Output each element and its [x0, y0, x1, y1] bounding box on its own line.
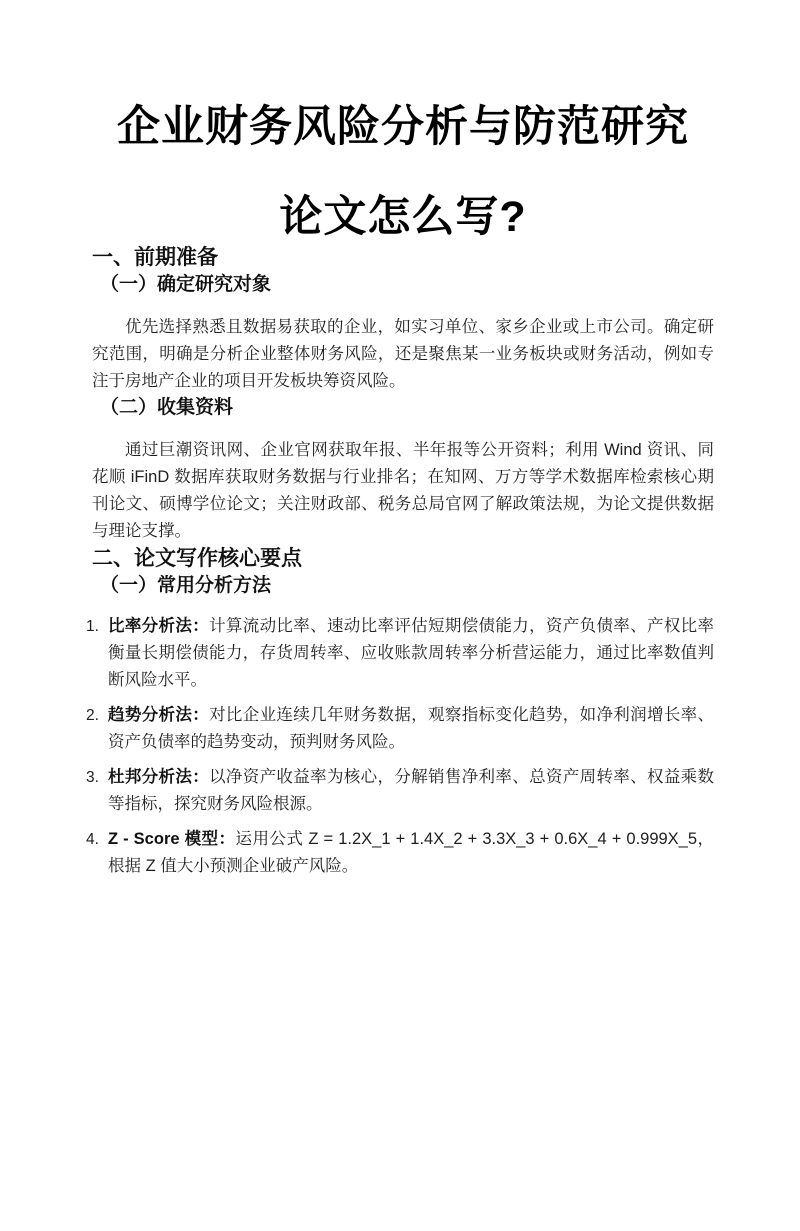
list-item-text	[108, 764, 714, 818]
paragraph-research-object: 优先选择熟悉且数据易获取的企业，如实习单位、家乡企业或上市公司。确定研究范围，明确是分析企业整体财务风险，还是聚焦某一业务板块或财务活动，例如专注于房地产企业的项目开发板块筹资风险。	[92, 318, 714, 390]
list-item-term: Z - Score 模型：	[108, 830, 236, 848]
list-item-ratio-analysis	[86, 613, 714, 694]
list-item-text	[108, 702, 714, 756]
list-item-body: 计算流动比率、速动比率评估短期偿债能力，资产负债率、产权比率衡量长期偿债能力，存货周转率、应收账款周转率分析营运能力，通过比率数值判断风险水平。	[108, 617, 715, 689]
page-title-line2: 论文怎么写?	[279, 193, 527, 241]
list-item-trend-analysis	[86, 702, 714, 756]
subsection-heading-analysis-methods: （一）常用分析方法	[100, 575, 272, 596]
section-heading-writing-key-points: 二、论文写作核心要点	[92, 547, 302, 570]
list-item-body: 对比企业连续几年财务数据，观察指标变化趋势，如净利润增长率、资产负债率的趋势变动，预判财务风险。	[108, 706, 715, 751]
list-item-body: 以净资产收益率为核心，分解销售净利率、总资产周转率、权益乘数等指标，探究财务风险根源。	[108, 768, 715, 813]
list-item-term: 趋势分析法：	[108, 706, 210, 724]
subsection-heading-collect-materials: （二）收集资料	[100, 397, 234, 418]
list-item-dupont-analysis	[86, 764, 714, 818]
paragraph-collect-materials: 通过巨潮资讯网、企业官网获取年报、半年报等公开资料；利用 Wind 资讯、同花顺 iFinD 数据库获取财务数据与行业排名；在知网、万方等学术数据库检索核心期刊论文、硕博学位论文；关注财政部、税务总局官网了解政策法规，为论文提供数据与理论支撑。	[92, 441, 714, 540]
subsection-heading-research-object: （一）确定研究对象	[100, 274, 272, 295]
list-item-number: 4.	[86, 831, 99, 848]
list-item-number: 3.	[86, 769, 99, 786]
page-title-line1: 企业财务风险分析与防范研究	[117, 103, 689, 151]
section-heading-preparation: 一、前期准备	[92, 246, 218, 269]
document-page	[0, 100, 800, 880]
list-item-term: 比率分析法：	[108, 617, 210, 635]
list-item-number: 2.	[86, 707, 99, 724]
list-item-text	[108, 613, 714, 694]
list-item-term: 杜邦分析法：	[108, 768, 210, 786]
list-item-text	[108, 826, 714, 880]
list-item-body: 运用公式 Z = 1.2X_1 + 1.4X_2 + 3.3X_3 + 0.6X_4 + 0.999X_5，根据 Z 值大小预测企业破产风险。	[108, 830, 715, 875]
list-item-zscore-model	[86, 826, 714, 880]
analysis-methods-list	[86, 613, 714, 880]
list-item-number: 1.	[86, 618, 99, 635]
